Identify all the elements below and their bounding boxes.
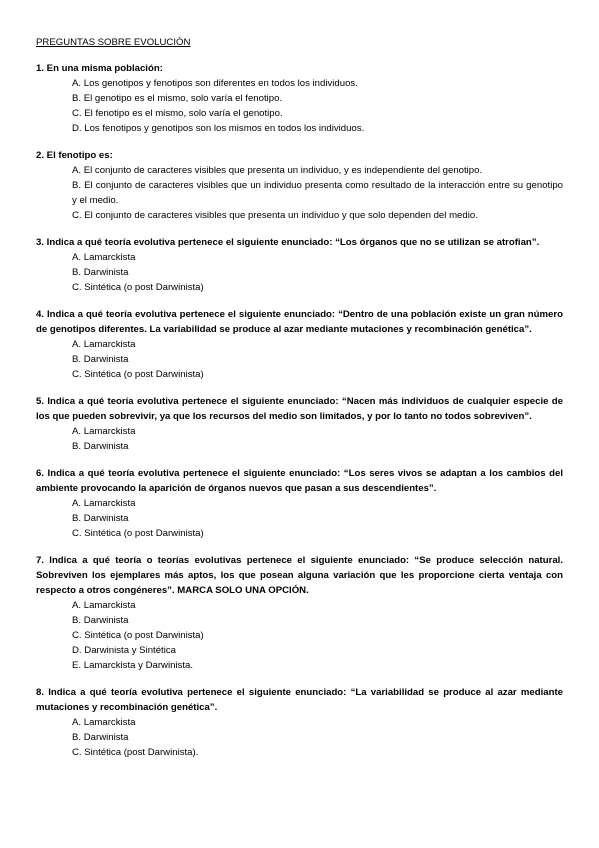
- answer-option[interactable]: D. Darwinista y Sintética: [72, 645, 176, 656]
- question-4: [36, 307, 563, 382]
- answer-option[interactable]: A. Lamarckista: [72, 339, 136, 350]
- answer-option[interactable]: B. Darwinista: [72, 267, 129, 278]
- answer-option[interactable]: E. Lamarckista y Darwinista.: [72, 660, 194, 671]
- option-list: [36, 496, 563, 541]
- answer-option[interactable]: C. El fenotipo es el mismo, solo varía el genotipo.: [72, 108, 283, 119]
- answer-option[interactable]: B. Darwinista: [72, 354, 129, 365]
- answer-option[interactable]: B. Darwinista: [72, 615, 129, 626]
- option-list: [36, 163, 563, 223]
- question-5: [36, 394, 563, 454]
- question-6: [36, 466, 563, 541]
- answer-option[interactable]: B. El genotipo es el mismo, solo varía el fenotipo.: [72, 93, 283, 104]
- answer-option[interactable]: A. Lamarckista: [72, 600, 136, 611]
- question-list: [36, 61, 563, 760]
- answer-option[interactable]: A. Lamarckista: [72, 252, 136, 263]
- answer-option[interactable]: C. Sintética (o post Darwinista): [72, 369, 204, 380]
- answer-option[interactable]: B. El conjunto de caracteres visibles que un individuo presenta como resultado de la interacción entre su genotipo y el medio.: [72, 180, 563, 206]
- answer-option[interactable]: C. El conjunto de caracteres visibles que presenta un individuo y que solo dependen del medio.: [72, 210, 478, 221]
- question-text: 3. Indica a qué teoría evolutiva pertenece el siguiente enunciado: “Los órganos que no se utilizan se atrofian”.: [36, 237, 540, 248]
- answer-option[interactable]: A. Lamarckista: [72, 426, 136, 437]
- answer-option[interactable]: A. Lamarckista: [72, 717, 136, 728]
- question-7: [36, 553, 563, 673]
- answer-option[interactable]: A. Los genotipos y fenotipos son diferentes en todos los individuos.: [72, 78, 358, 89]
- question-3: [36, 235, 563, 295]
- answer-option[interactable]: D. Los fenotipos y genotipos son los mismos en todos los individuos.: [72, 123, 365, 134]
- option-list: [36, 337, 563, 382]
- question-1: [36, 61, 563, 136]
- answer-option[interactable]: B. Darwinista: [72, 513, 129, 524]
- question-8: [36, 685, 563, 760]
- question-text: 5. Indica a qué teoría evolutiva pertenece el siguiente enunciado: “Nacen más individuos de cualquier especie de los que pueden sobrevivir, ya que los recursos del medio son limitados, y por lo tanto no todos sobreviven”.: [36, 396, 563, 422]
- question-text: 6. Indica a qué teoría evolutiva pertenece el siguiente enunciado: “Los seres vivos se adaptan a los cambios del ambiente provocando la aparición de órganos nuevos que pasan a sus descendientes”.: [36, 468, 563, 494]
- page-title: PREGUNTAS SOBRE EVOLUCIÓN: [36, 37, 191, 48]
- option-list: [36, 76, 563, 136]
- answer-option[interactable]: C. Sintética (post Darwinista).: [72, 747, 199, 758]
- question-text: 8. Indica a qué teoría evolutiva pertenece el siguiente enunciado: “La variabilidad se produce al azar mediante mutaciones y recombinación genética”.: [36, 687, 563, 713]
- answer-option[interactable]: A. El conjunto de caracteres visibles que presenta un individuo, y es independiente del genotipo.: [72, 165, 483, 176]
- question-2: [36, 148, 563, 223]
- option-list: [36, 598, 563, 673]
- option-list: [36, 250, 563, 295]
- question-text: 4. Indica a qué teoría evolutiva pertenece el siguiente enunciado: “Dentro de una población existe un gran número de genotipos diferentes. La variabilidad se produce al azar mediante mutaciones y recombinación genética”.: [36, 309, 563, 335]
- option-list: [36, 715, 563, 760]
- answer-option[interactable]: A. Lamarckista: [72, 498, 136, 509]
- answer-option[interactable]: B. Darwinista: [72, 732, 129, 743]
- question-text: 7. Indica a qué teoría o teorías evolutivas pertenece el siguiente enunciado: “Se produce selección natural. Sobreviven los ejemplares más aptos, los que posean alguna variación que les proporcione cierta ventaja con respecto a otros congéneres”. MARCA SOLO UNA OPCIÓN.: [36, 555, 563, 596]
- answer-option[interactable]: C. Sintética (o post Darwinista): [72, 630, 204, 641]
- answer-option[interactable]: C. Sintética (o post Darwinista): [72, 282, 204, 293]
- question-text: 2. El fenotipo es:: [36, 150, 113, 161]
- option-list: [36, 424, 563, 454]
- question-text: 1. En una misma población:: [36, 63, 163, 74]
- answer-option[interactable]: B. Darwinista: [72, 441, 129, 452]
- answer-option[interactable]: C. Sintética (o post Darwinista): [72, 528, 204, 539]
